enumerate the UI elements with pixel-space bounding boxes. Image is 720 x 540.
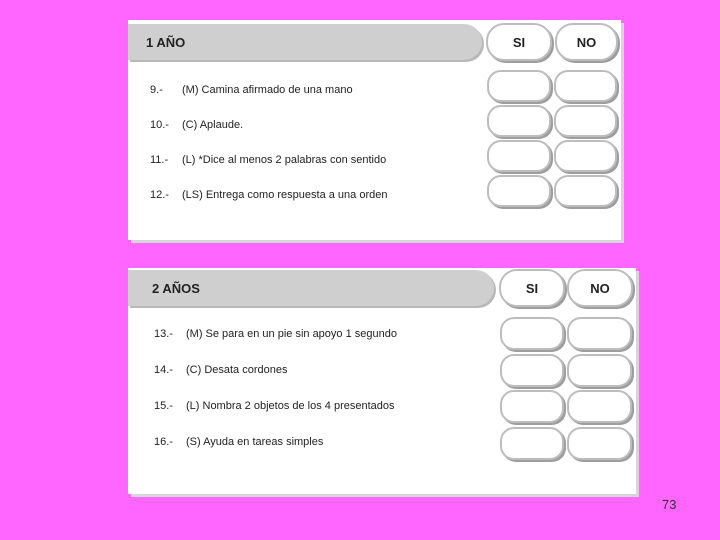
item-text: (LS) Entrega como respuesta a una orden (182, 189, 388, 201)
si-answer-box[interactable] (500, 317, 564, 350)
si-answer-box[interactable] (500, 427, 564, 460)
no-answer-box[interactable] (567, 390, 632, 423)
item-text: (M) Camina afirmado de una mano (182, 84, 353, 96)
item-number: 12.- (150, 189, 169, 201)
no-answer-box[interactable] (554, 175, 617, 207)
item-number: 15.- (154, 400, 173, 412)
si-answer-box[interactable] (487, 105, 551, 137)
item-text: (L) Nombra 2 objetos de los 4 presentados (186, 400, 395, 412)
no-answer-box[interactable] (554, 105, 617, 137)
item-text: (L) *Dice al menos 2 palabras con sentido (182, 154, 387, 166)
section-title: 1 AÑO (128, 24, 482, 60)
section-title: 2 AÑOS (128, 270, 494, 306)
no-answer-box[interactable] (567, 427, 632, 460)
item-number: 9.- (150, 84, 163, 96)
no-column-header: NO (567, 269, 633, 307)
no-answer-box[interactable] (554, 70, 617, 102)
item-text: (S) Ayuda en tareas simples (186, 436, 324, 448)
item-text: (C) Desata cordones (186, 364, 288, 376)
no-answer-box[interactable] (567, 317, 632, 350)
item-number: 13.- (154, 328, 173, 340)
si-answer-box[interactable] (500, 390, 564, 423)
si-column-header: SI (499, 269, 565, 307)
item-text: (C) Aplaude. (182, 119, 244, 131)
si-answer-box[interactable] (487, 140, 551, 172)
si-column-header: SI (486, 23, 552, 61)
item-number: 11.- (150, 154, 169, 166)
page-number: 73 (662, 497, 677, 512)
no-answer-box[interactable] (554, 140, 617, 172)
item-number: 16.- (154, 436, 173, 448)
si-answer-box[interactable] (487, 70, 551, 102)
section-card-2-anos (128, 268, 636, 494)
si-answer-box[interactable] (487, 175, 551, 207)
no-answer-box[interactable] (567, 354, 632, 387)
item-number: 10.- (150, 119, 169, 131)
no-column-header: NO (555, 23, 618, 61)
section-card-1-ano (128, 20, 621, 240)
item-text: (M) Se para en un pie sin apoyo 1 segundo (186, 328, 397, 340)
si-answer-box[interactable] (500, 354, 564, 387)
item-number: 14.- (154, 364, 173, 376)
